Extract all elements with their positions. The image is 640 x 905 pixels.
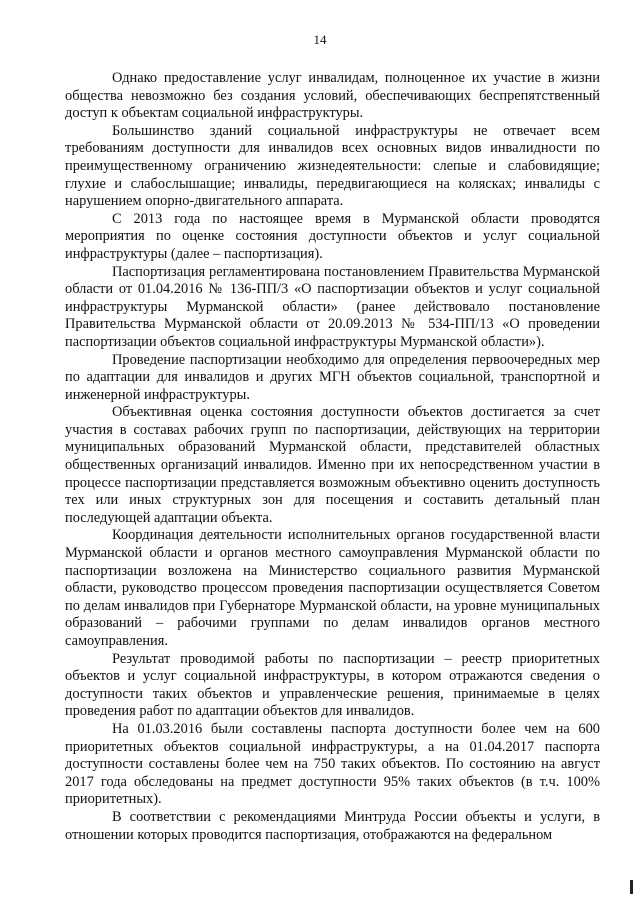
page-number: 14 <box>313 32 327 47</box>
paragraph-result-registry: Результат проводимой работы по паспортизации – реестр приоритетных объектов и услуг социальной инфраструктуры, в котором отражаются сведения о доступности таких объектов и управленческие решения, принимаемые в целях проведения работ по адаптации объектов для инвалидов. <box>65 650 600 720</box>
paragraph-mintrud-recommendations: В соответствии с рекомендациями Минтруда России объекты и услуги, в отношении которых проводится паспортизация, отображаются на федеральном <box>65 808 600 843</box>
document-body <box>65 70 600 844</box>
paragraph-purpose: Проведение паспортизации необходимо для определения первоочередных мер по адаптации для инвалидов и других МГН объектов социальной, транспортной и инженерной инфраструктуры. <box>65 351 600 403</box>
scan-edge-mark <box>630 880 633 894</box>
paragraph-services-access: Однако предоставление услуг инвалидам, полноценное их участие в жизни общества невозможно без создания условий, обеспечивающих беспрепятственный доступ к объектам социальной инфраструктуры. <box>65 70 600 122</box>
paragraph-objective-assessment: Объективная оценка состояния доступности объектов достигается за счет участия в составах рабочих групп по паспортизации, действующих на территории муниципальных образований Мурманской области, представителей областных общественных организаций инвалидов. Именно при их непосредственном участии в процессе паспортизации представляется возможным объективно оценить доступность тех или иных структурных зон для посещения и составить детальный план последующей адаптации объекта. <box>65 404 600 526</box>
paragraph-statistics: На 01.03.2016 были составлены паспорта доступности более чем на 600 приоритетных объектов социальной инфраструктуры, а на 01.04.2017 паспорта доступности составлены более чем на 750 таких объектов. По состоянию на август 2017 года обследованы на предмет доступности 95% таких объектов (в т.ч. 100% приоритетных). <box>65 720 600 808</box>
paragraph-buildings-accessibility: Большинство зданий социальной инфраструктуры не отвечает всем требованиям доступности для инвалидов всех основных видов инвалидности по преимущественному ограничению жизнедеятельности: слепые и слабовидящие; глухие и слабослышащие; инвалиды, передвигающиеся на колясках; инвалиды с нарушением опорно-двигательного аппарата. <box>65 122 600 210</box>
paragraph-coordination: Координация деятельности исполнительных органов государственной власти Мурманской области и органов местного самоуправления Мурманской области по паспортизации возложена на Министерство социального развития Мурманской области, руководство процессом проведения паспортизации осуществляется Советом по делам инвалидов при Губернаторе Мурманской области, на уровне муниципальных образований – рабочими группами по делам инвалидов органов местного самоуправления. <box>65 527 600 649</box>
paragraph-since-2013: С 2013 года по настоящее время в Мурманской области проводятся мероприятия по оценке состояния доступности объектов и услуг социальной инфраструктуры (далее – паспортизация). <box>65 210 600 262</box>
paragraph-regulation: Паспортизация регламентирована постановлением Правительства Мурманской области от 01.04.2016 № 136-ПП/3 «О паспортизации объектов и услуг социальной инфраструктуры Мурманской области» (ранее действовало постановление Правительства Мурманской области от 20.09.2013 № 534-ПП/13 «О проведении паспортизации объектов социальной инфраструктуры Мурманской области»). <box>65 263 600 350</box>
